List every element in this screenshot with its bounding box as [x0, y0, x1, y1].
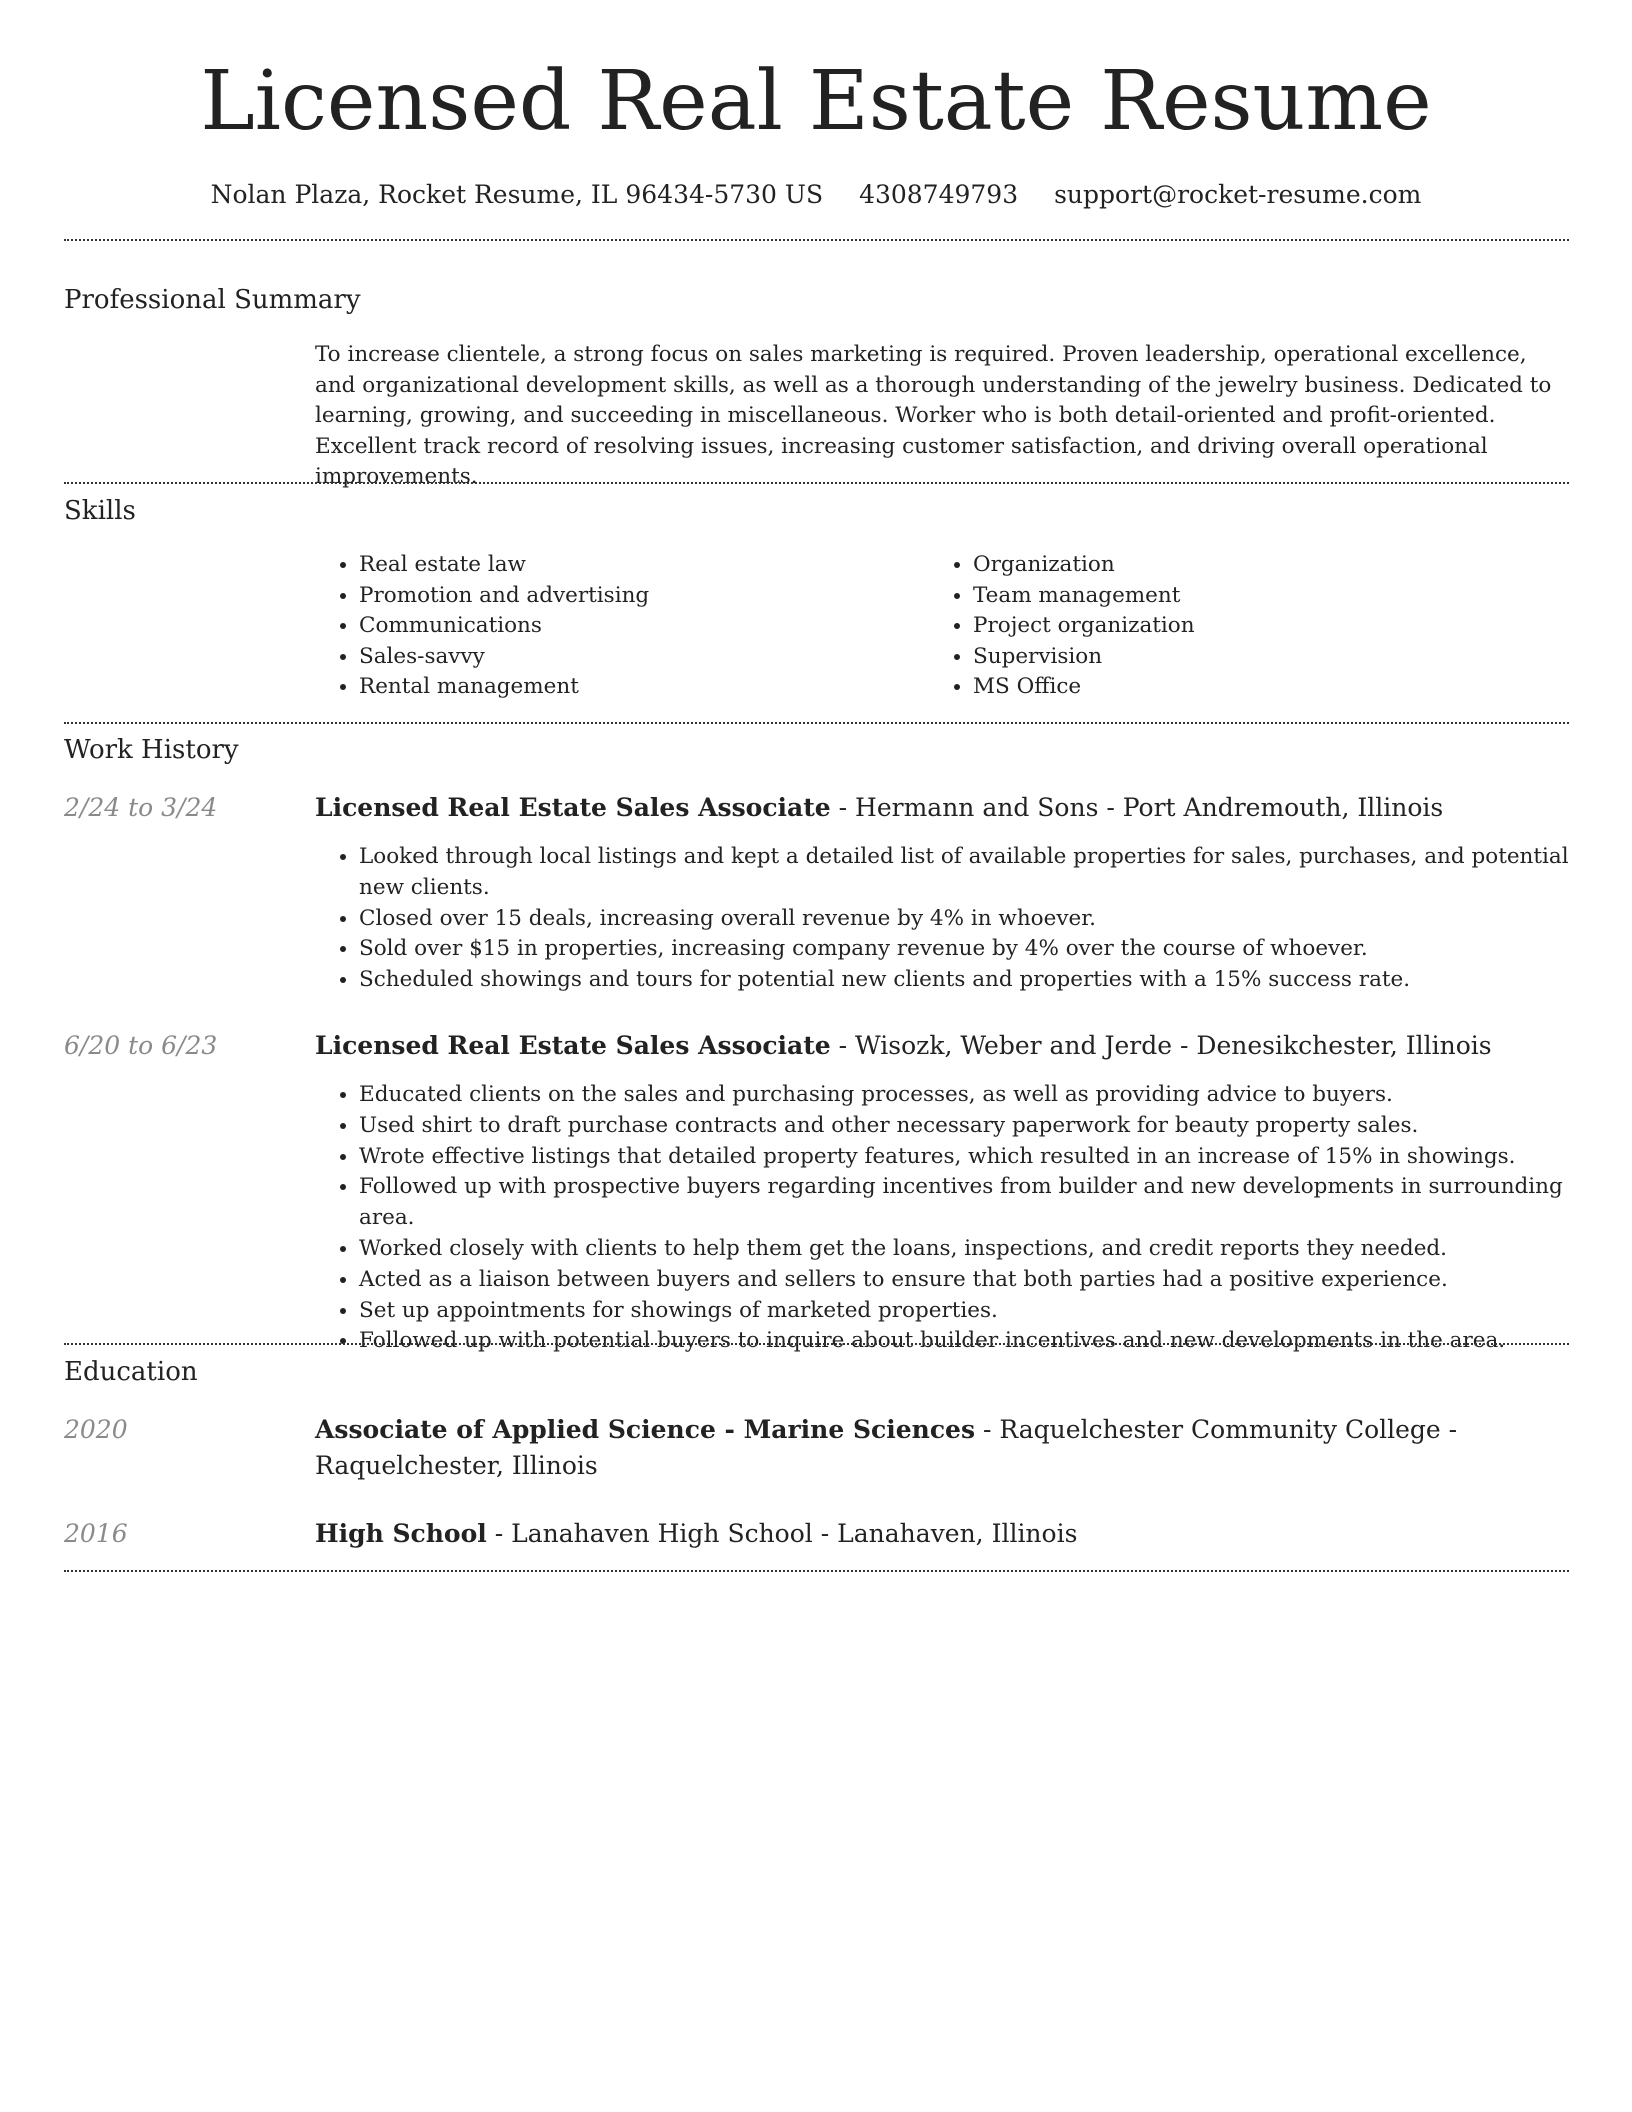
job-company: Wisozk, Weber and Jerde: [855, 1031, 1173, 1060]
job-bullets: [315, 1080, 1609, 1357]
divider: [64, 1570, 1569, 1572]
job-dates: 6/20 to 6/23: [64, 1031, 218, 1060]
job-location: Denesikchester, Illinois: [1196, 1031, 1492, 1060]
job-bullet: • Scheduled showings and tours for potential new clients and properties with a 15% success rate.: [359, 965, 1609, 996]
resume-header: [0, 0, 1632, 210]
job-location: Port Andremouth, Illinois: [1122, 793, 1444, 822]
email-text: support@rocket-resume.com: [1054, 180, 1422, 209]
job-bullet: • Set up appointments for showings of marketed properties.: [359, 1296, 1609, 1327]
education-year: 2016: [64, 1519, 128, 1548]
job-bullet: • Educated clients on the sales and purchasing processes, as well as providing advice to buyers.: [359, 1080, 1609, 1111]
separator: -: [975, 1415, 1000, 1444]
skill-item: • Project organization: [973, 611, 1573, 642]
address-text: Nolan Plaza, Rocket Resume, IL 96434-5730 US: [210, 180, 824, 209]
job-company: Hermann and Sons: [855, 793, 1099, 822]
divider: [64, 482, 1569, 484]
education-location: Lanahaven, Illinois: [837, 1519, 1078, 1548]
skill-item: • Organization: [973, 550, 1573, 581]
education-entry: [315, 1516, 1565, 1552]
job-bullet: • Wrote effective listings that detailed property features, which resulted in an increase of 15% in showings.: [359, 1142, 1609, 1173]
separator: -: [1098, 793, 1123, 822]
job-bullet: • Closed over 15 deals, increasing overall revenue by 4% in whoever.: [359, 904, 1609, 935]
job-position: Licensed Real Estate Sales Associate: [315, 1031, 831, 1060]
job-position: Licensed Real Estate Sales Associate: [315, 793, 831, 822]
job-bullet: • Worked closely with clients to help them get the loans, inspections, and credit reports they needed.: [359, 1234, 1609, 1265]
job-bullet: • Looked through local listings and kept a detailed list of available properties for sales, purchases, and potential new clients.: [359, 842, 1609, 904]
divider: [64, 239, 1569, 241]
education-degree: Associate of Applied Science - Marine Sciences: [315, 1415, 976, 1444]
job-bullets: [315, 842, 1609, 996]
education-entry: [315, 1412, 1565, 1484]
education-school: Lanahaven High School: [511, 1519, 813, 1548]
job-bullet: • Followed up with potential buyers to inquire about builder incentives and new developments in the area.: [359, 1326, 1609, 1357]
skills-heading: Skills: [64, 496, 136, 526]
resume-title: Licensed Real Estate Resume: [200, 54, 1432, 149]
work-heading: Work History: [64, 735, 239, 765]
job-bullet: • Sold over $15 in properties, increasing company revenue by 4% over the course of whoever.: [359, 934, 1609, 965]
education-school: Raquelchester Community College: [999, 1415, 1441, 1444]
summary-text: To increase clientele, a strong focus on sales marketing is required. Proven leadership, operational excellence, and organizational development skills, as well as a thorough understanding of the jewelry business. Dedicated to learning, growing, and succeeding in miscellaneous. Worker who is both detail-oriented and profit-oriented. Excellent track record of resolving issues, increasing customer satisfaction, and driving overall operational improvements.: [315, 342, 1552, 489]
job-bullet: • Used shirt to draft purchase contracts and other necessary paperwork for beauty property sales.: [359, 1111, 1609, 1142]
education-location: Raquelchester, Illinois: [315, 1451, 598, 1480]
job-title: [315, 790, 1565, 826]
skill-item: • MS Office: [973, 672, 1573, 703]
skill-item: • Communications: [359, 611, 919, 642]
summary-heading: Professional Summary: [64, 285, 361, 315]
education-year: 2020: [64, 1415, 128, 1444]
separator: -: [486, 1519, 512, 1548]
education-degree: High School: [315, 1519, 487, 1548]
contact-line: [0, 180, 1632, 210]
skill-item: • Team management: [973, 581, 1573, 612]
separator: -: [1172, 1031, 1197, 1060]
job-bullet: • Followed up with prospective buyers regarding incentives from builder and new developments in surrounding area.: [359, 1172, 1609, 1234]
divider: [64, 1343, 1569, 1345]
divider: [64, 722, 1569, 724]
separator: -: [830, 1031, 856, 1060]
skills-list-left: [315, 550, 919, 703]
phone-text: 4308749793: [859, 180, 1019, 209]
job-dates: 2/24 to 3/24: [64, 793, 218, 822]
separator: -: [812, 1519, 838, 1548]
separator: -: [1440, 1415, 1458, 1444]
skill-item: • Rental management: [359, 672, 919, 703]
separator: -: [830, 793, 856, 822]
skill-item: • Promotion and advertising: [359, 581, 919, 612]
skill-item: • Supervision: [973, 642, 1573, 673]
skills-list-right: [929, 550, 1573, 703]
job-title: [315, 1028, 1565, 1064]
skill-item: • Real estate law: [359, 550, 919, 581]
skill-item: • Sales-savvy: [359, 642, 919, 673]
job-bullet: • Acted as a liaison between buyers and sellers to ensure that both parties had a positive experience.: [359, 1265, 1609, 1296]
education-heading: Education: [64, 1357, 198, 1387]
